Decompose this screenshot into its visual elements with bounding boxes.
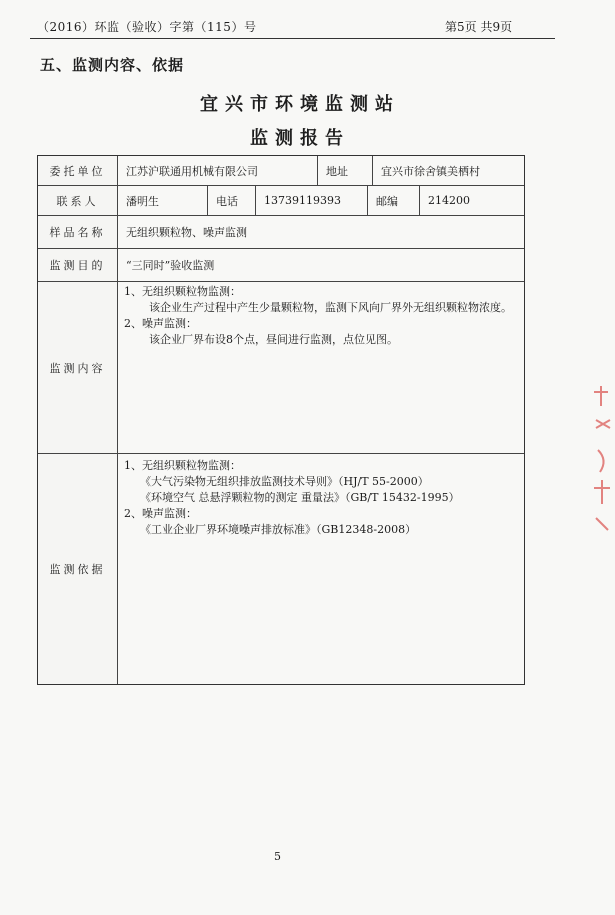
report-title: 监测报告 bbox=[250, 128, 350, 149]
content-line: 1、无组织颗粒物监测： bbox=[124, 285, 241, 298]
phone-value: 13739119393 bbox=[256, 186, 368, 215]
address-value: 宜兴市徐舍镇美栖村 bbox=[381, 164, 480, 178]
basis-text bbox=[122, 458, 522, 538]
sample-value: 无组织颗粒物、噪声监测 bbox=[126, 226, 247, 239]
page-number: 5 bbox=[274, 850, 281, 863]
table-row-contact bbox=[38, 186, 524, 216]
purpose-label: 监测目的 bbox=[38, 249, 118, 281]
table-row-client bbox=[38, 156, 524, 186]
postcode-label: 邮编 bbox=[368, 186, 420, 215]
table-row-basis bbox=[38, 454, 524, 684]
monitoring-table bbox=[37, 155, 525, 685]
postcode-value: 214200 bbox=[428, 194, 470, 207]
content-line: 该企业生产过程中产生少量颗粒物，监测下风向厂界外无组织颗粒物浓度。 bbox=[149, 301, 512, 314]
content-line: 该企业厂界布设8个点，昼间进行监测，点位见图。 bbox=[149, 333, 398, 346]
red-seal-stamp-fragment bbox=[588, 380, 615, 540]
page-info: 第5页 共9页 bbox=[445, 20, 513, 34]
table-row-sample bbox=[38, 216, 524, 249]
table-row-purpose bbox=[38, 249, 524, 282]
content-label: 监测内容 bbox=[38, 282, 118, 453]
header-rule bbox=[30, 38, 555, 39]
phone-label: 电话 bbox=[208, 186, 256, 215]
basis-line: 《大气污染物无组织排放监测技术导则》（HJ/T 55-2000） bbox=[140, 475, 429, 488]
basis-line: 《工业企业厂界环境噪声排放标准》（GB12348-2008） bbox=[140, 523, 417, 536]
basis-line: 《环境空气 总悬浮颗粒物的测定 重量法》（GB/T 15432-1995） bbox=[140, 491, 460, 504]
section-heading: 五、监测内容、依据 bbox=[40, 56, 185, 74]
basis-line: 1、无组织颗粒物监测： bbox=[124, 459, 241, 472]
client-label: 委托单位 bbox=[38, 156, 118, 185]
sample-label: 样品名称 bbox=[38, 216, 118, 248]
content-line: 2、噪声监测： bbox=[124, 317, 197, 330]
contact-value: 潘明生 bbox=[118, 186, 208, 215]
basis-label: 监测依据 bbox=[38, 454, 118, 684]
basis-line: 2、噪声监测： bbox=[124, 507, 197, 520]
content-text bbox=[122, 284, 522, 348]
contact-label: 联系人 bbox=[38, 186, 118, 215]
document-number: （2016）环监（验收）字第（115）号 bbox=[37, 20, 257, 34]
address-label: 地址 bbox=[318, 156, 373, 185]
station-name: 宜兴市环境监测站 bbox=[200, 94, 400, 115]
table-row-content bbox=[38, 282, 524, 454]
client-value: 江苏沪联通用机械有限公司 bbox=[118, 156, 318, 185]
purpose-value: “三同时”验收监测 bbox=[126, 259, 215, 272]
